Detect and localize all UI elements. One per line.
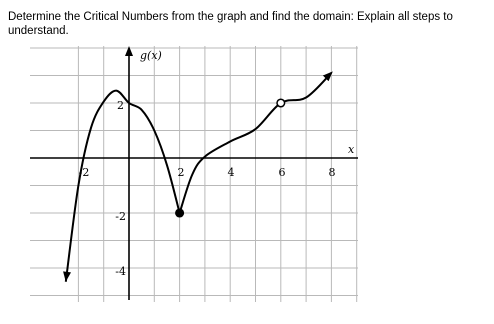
x-tick-label-8: 8 [328,166,336,179]
x-tick-label-2: 2 [177,166,185,179]
closed-point-marker [176,209,184,217]
y-tick-label-2: 2 [117,99,124,112]
y-tick-label-neg4: -4 [115,265,126,278]
x-tick-label-neg2: -2 [78,166,90,179]
x-tick-label-4: 4 [227,166,235,179]
question-text: Determine the Critical Numbers from the graph and find the domain: Explain all steps to understand. [8,11,453,37]
open-point-marker [277,99,285,107]
tick-labels [79,49,355,278]
curve-start-arrow-icon [63,271,71,281]
y-tick-label-neg2: -2 [115,210,126,223]
x-axis-label: x [348,143,355,156]
y-axis-label: g(x) [140,49,162,62]
x-tick-label-6: 6 [278,166,286,179]
function-curve-left-branch [66,91,180,282]
